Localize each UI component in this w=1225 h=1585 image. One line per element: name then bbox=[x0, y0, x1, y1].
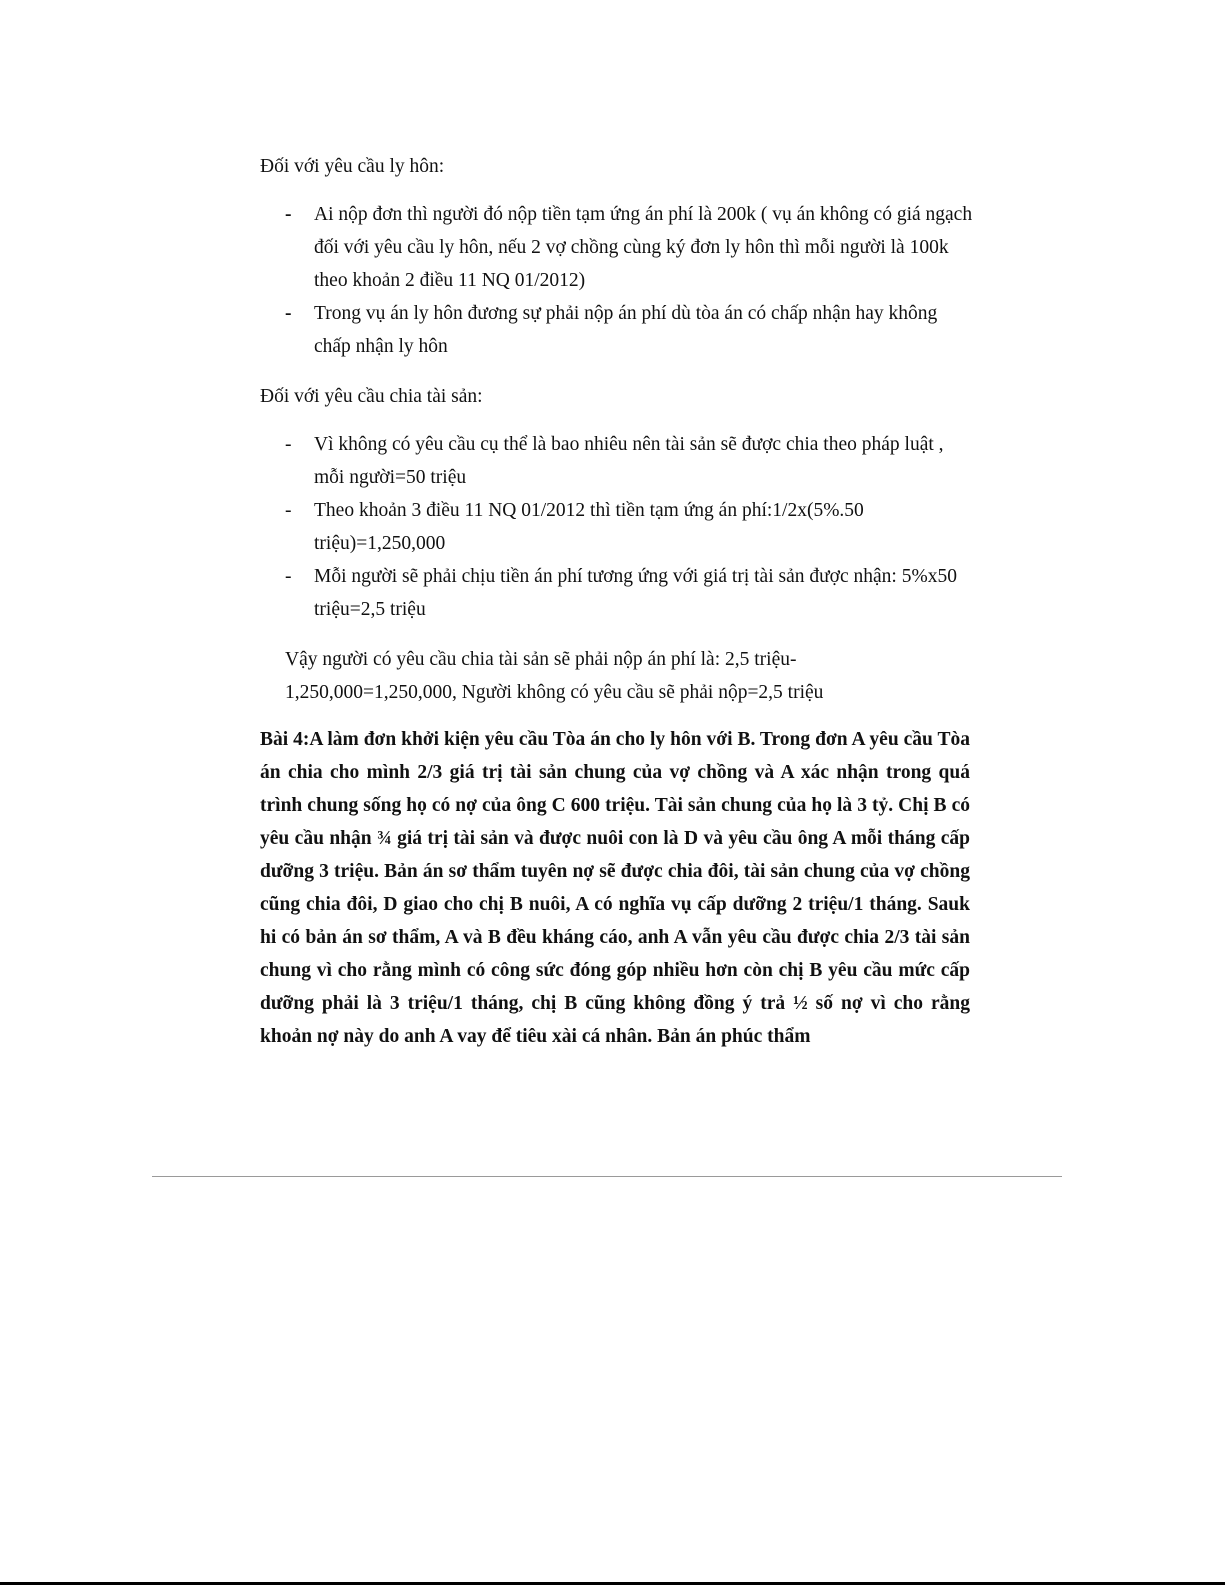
list-item-text: Ai nộp đơn thì người đó nộp tiền tạm ứng án phí là 200k ( vụ án không có giá ngạch đối với yêu cầu ly hôn, nếu 2 vợ chồng cùng ký đơn ly hôn thì mỗi người là 100k theo khoản 2 điều 11 NQ 01/2012) bbox=[314, 204, 973, 291]
property-fee-list bbox=[285, 428, 975, 626]
divorce-section-heading: Đối với yêu cầu ly hôn: bbox=[260, 156, 445, 177]
bullet-dash: - bbox=[285, 566, 292, 587]
property-conclusion: Vậy người có yêu cầu chia tài sản sẽ phải nộp án phí là: 2,5 triệu- 1,250,000=1,250,000, Người không có yêu cầu sẽ phải nộp=2,5 triệu bbox=[285, 649, 824, 703]
list-item bbox=[285, 198, 975, 297]
exercise-4-text: Bài 4:A làm đơn khởi kiện yêu cầu Tòa án cho ly hôn với B. Trong đơn A yêu cầu Tòa án chia cho mình 2/3 giá trị tài sản chung của vợ chồng và A xác nhận trong quá trình chung sống họ có nợ của ông C 600 triệu. Tài sản chung của họ là 3 tỷ. Chị B có yêu cầu nhận ¾ giá trị tài sản và được nuôi con là D và yêu cầu ông A mỗi tháng cấp dưỡng 3 triệu. Bản án sơ thẩm tuyên nợ sẽ được chia đôi, tài sản chung của vợ chồng cũng chia đôi, D giao cho chị B nuôi, A có nghĩa vụ cấp dưỡng 2 triệu/1 tháng. Sauk hi có bản án sơ thẩm, A và B đều kháng cáo, anh A vẫn yêu cầu được chia 2/3 tài sản chung vì cho rằng mình có công sức đóng góp nhiều hơn còn chị B yêu cầu mức cấp dưỡng phải là 3 triệu/1 tháng, chị B cũng không đồng ý trả ½ số nợ vì cho rằng khoản nợ này do anh A vay để tiêu xài cá nhân. Bản án phúc thẩm bbox=[260, 729, 970, 1047]
list-item bbox=[285, 428, 975, 494]
list-item-text: Mỗi người sẽ phải chịu tiền án phí tương ứng với giá trị tài sản được nhận: 5%x50 triệu=2,5 triệu bbox=[314, 566, 957, 620]
divorce-fee-list bbox=[285, 198, 975, 363]
list-item-text: Trong vụ án ly hôn đương sự phải nộp án phí dù tòa án có chấp nhận hay không chấp nhận ly hôn bbox=[314, 303, 938, 357]
list-item bbox=[285, 494, 975, 560]
bullet-dash: - bbox=[285, 434, 292, 455]
bullet-dash: - bbox=[285, 204, 292, 225]
bullet-dash: - bbox=[285, 500, 292, 521]
bullet-dash: - bbox=[285, 303, 292, 324]
list-item-text: Vì không có yêu cầu cụ thể là bao nhiêu nên tài sản sẽ được chia theo pháp luật , mỗi người=50 triệu bbox=[314, 434, 944, 488]
list-item bbox=[285, 297, 975, 363]
page-separator-line bbox=[152, 1176, 1062, 1177]
list-item bbox=[285, 560, 975, 626]
property-section-heading: Đối với yêu cầu chia tài sản: bbox=[260, 386, 483, 407]
list-item-text: Theo khoản 3 điều 11 NQ 01/2012 thì tiền tạm ứng án phí:1/2x(5%.50 triệu)=1,250,000 bbox=[314, 500, 864, 554]
